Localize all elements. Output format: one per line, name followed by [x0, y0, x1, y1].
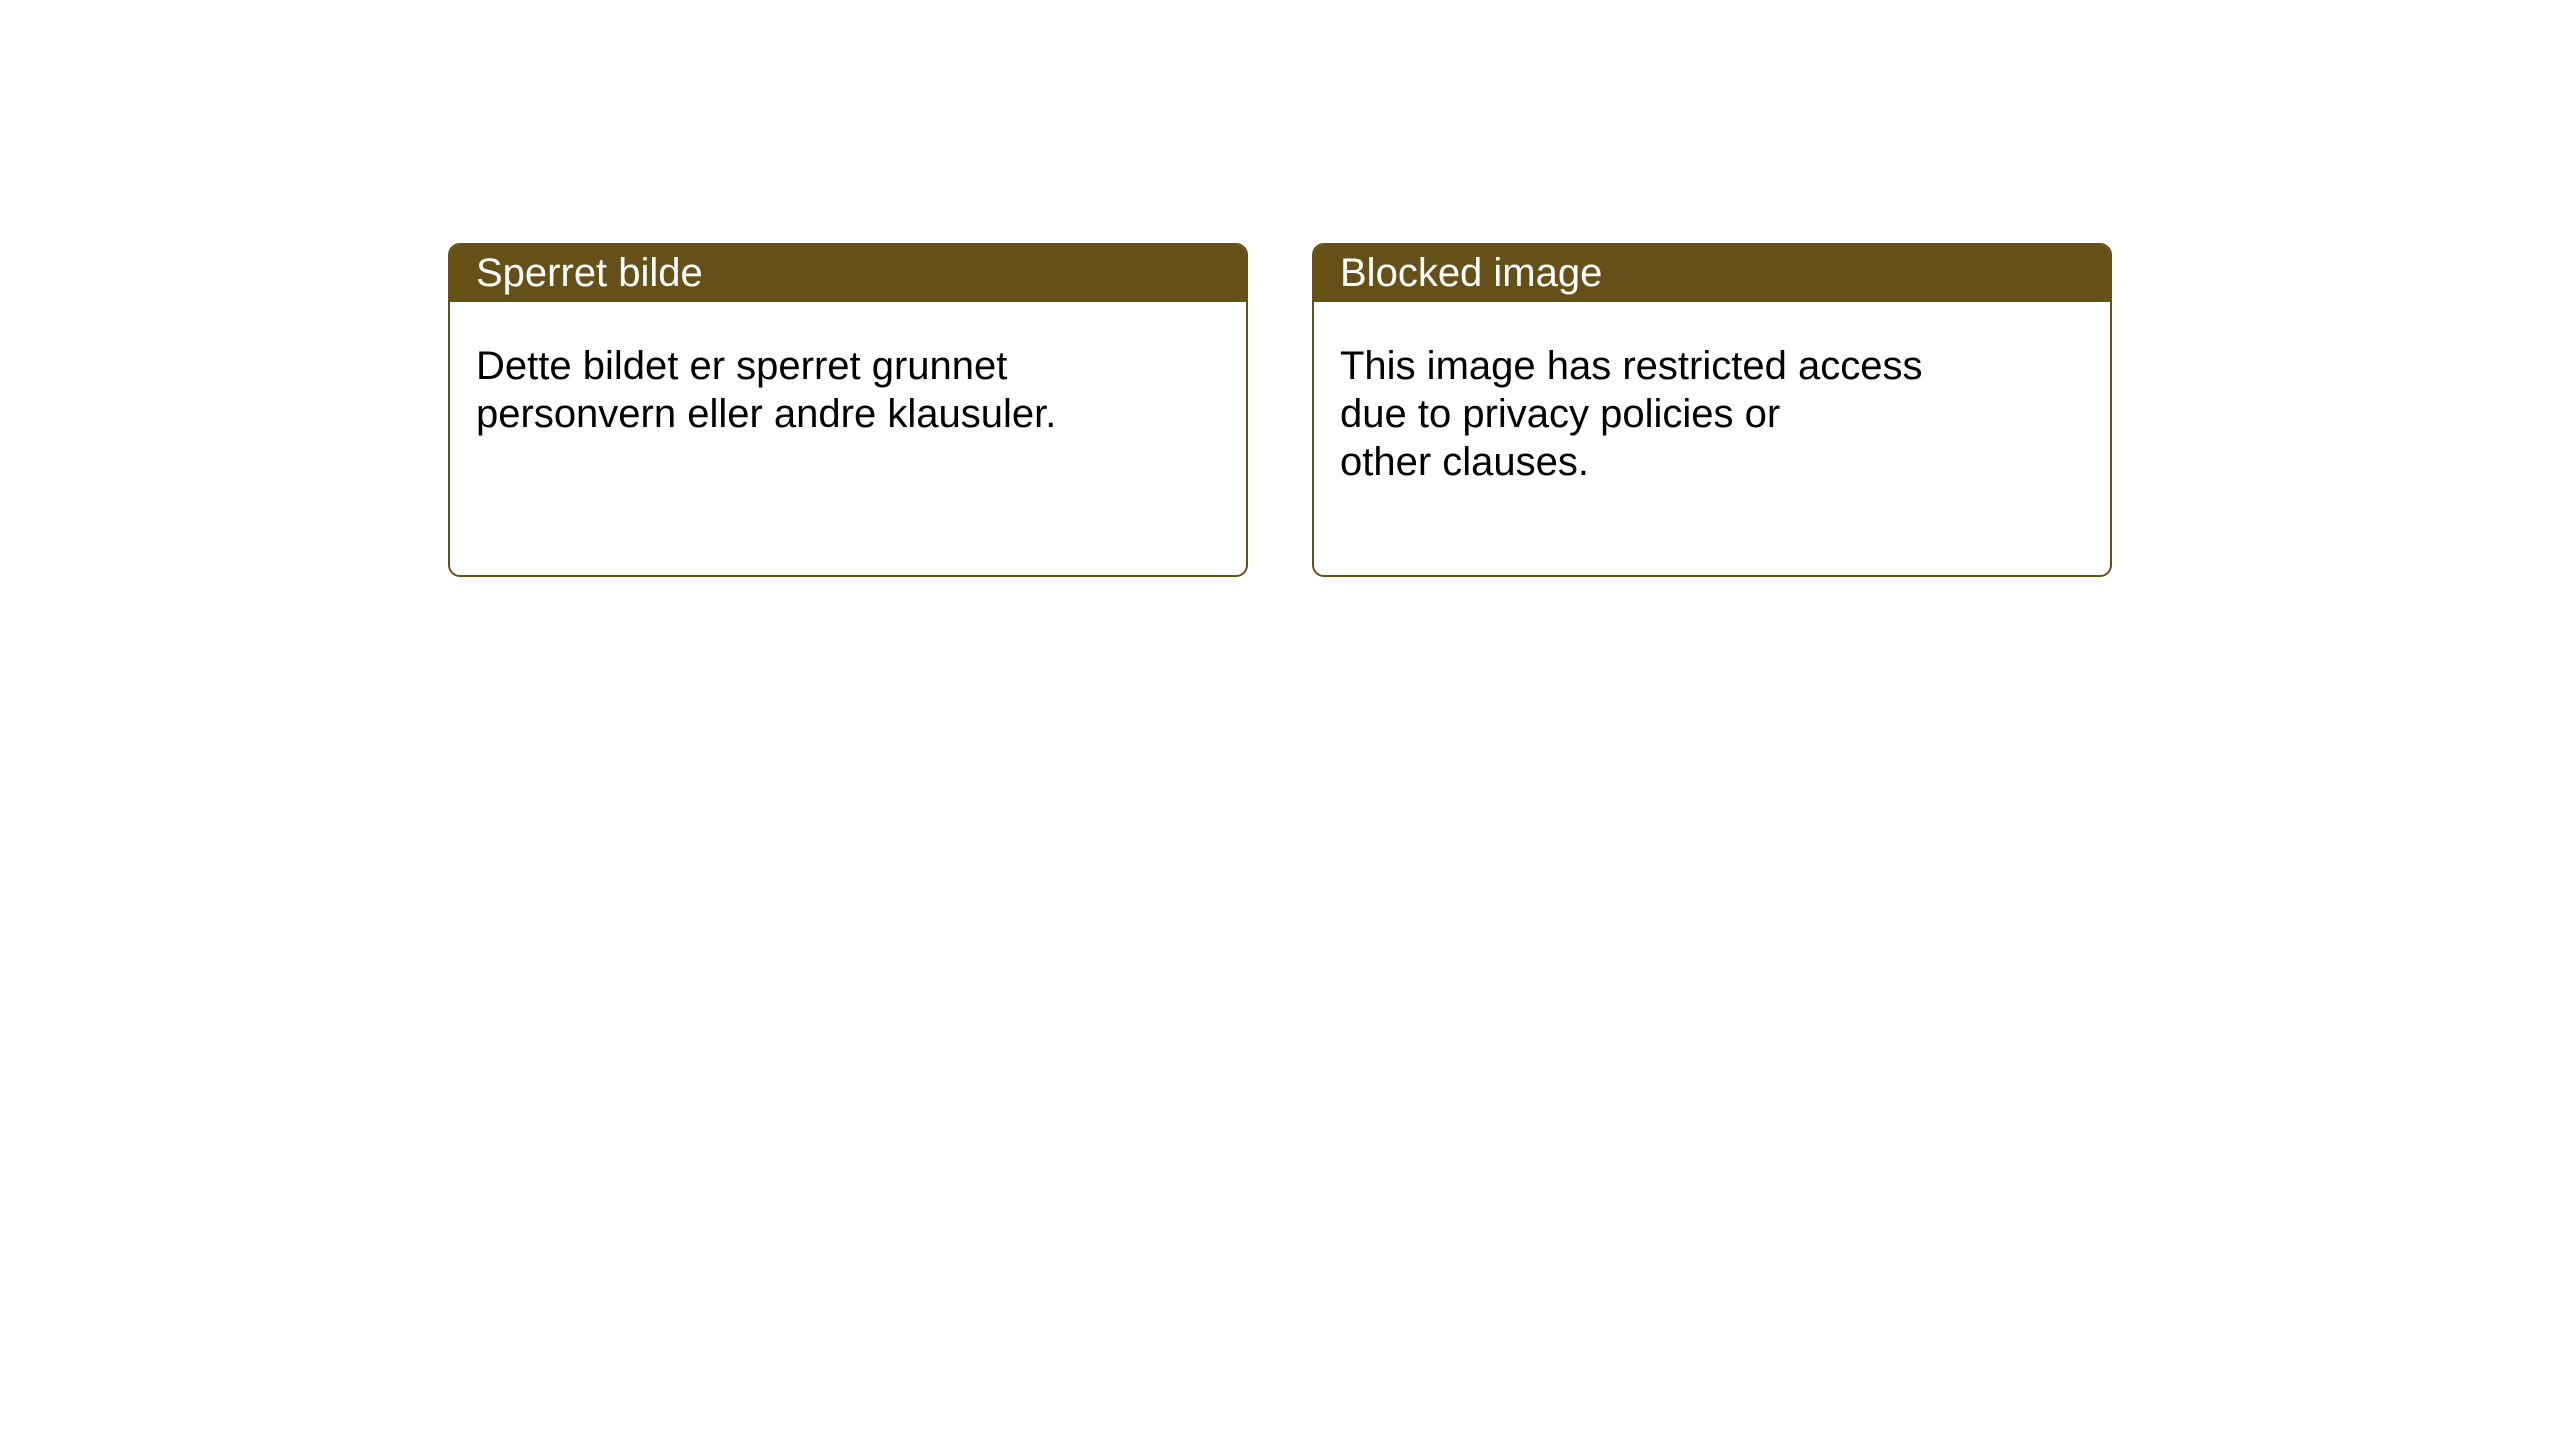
notice-card-title: Sperret bilde [450, 245, 1246, 302]
notice-card-message [1314, 302, 2110, 486]
notice-card-title: Blocked image [1314, 245, 2110, 302]
notice-card-message [450, 302, 1246, 438]
notice-message-line: Dette bildet er sperret grunnet [476, 344, 1008, 388]
notice-message-line: due to privacy policies or [1340, 392, 1781, 436]
notice-message-line: personvern eller andre klausuler. [476, 392, 1057, 436]
notice-message-line: other clauses. [1340, 440, 1590, 484]
blocked-image-notice-card-norwegian [448, 243, 1248, 577]
notice-message-line: This image has restricted access [1340, 344, 1923, 388]
blocked-image-notice-card-english [1312, 243, 2112, 577]
